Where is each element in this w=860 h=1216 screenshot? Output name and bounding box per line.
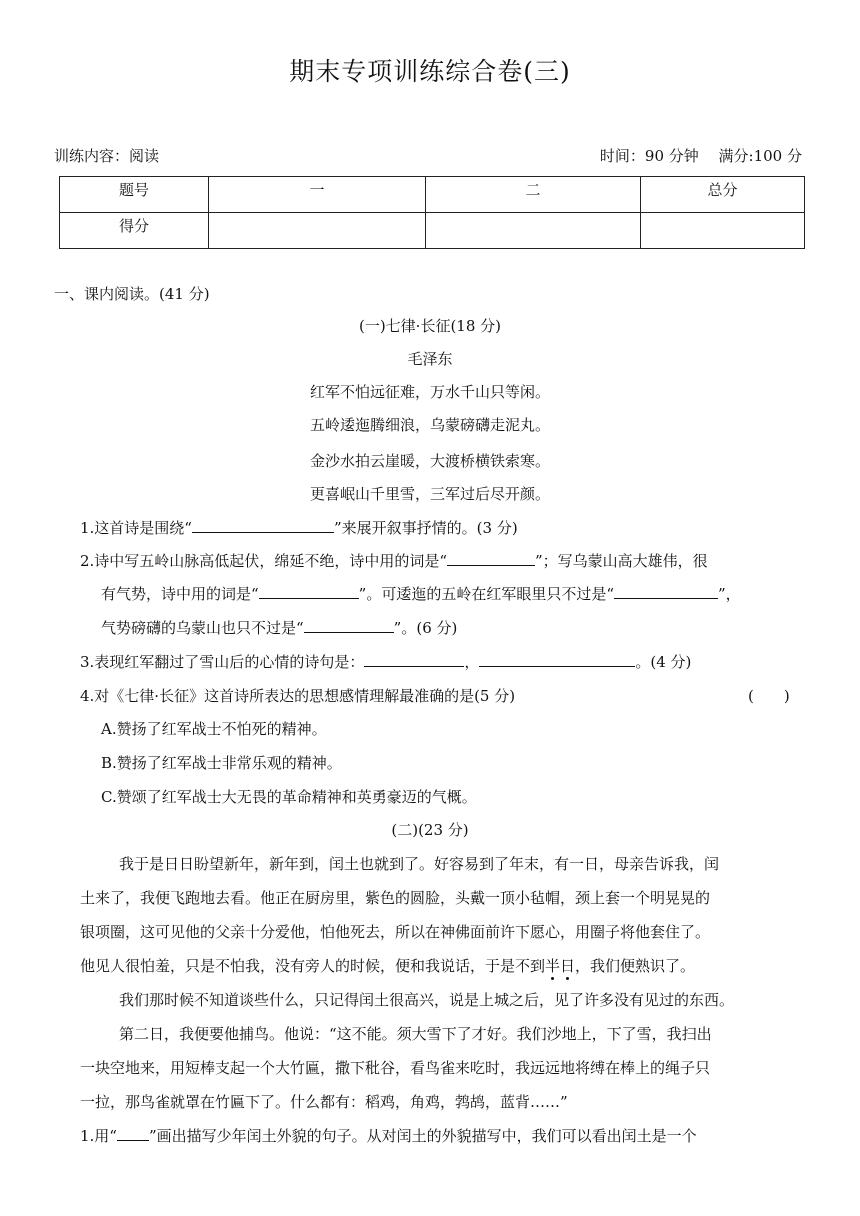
question-text: 有气势，诗中用的词是“ [101,585,259,603]
underline-sample [117,1126,149,1141]
question-2-line-3 [101,617,457,638]
option-c: C.赞颂了红军战士大无畏的革命精神和英勇豪迈的气概。 [101,788,477,806]
answer-blank[interactable] [364,652,464,667]
question-text: ”；写乌蒙山高大雄伟，很 [534,552,708,570]
passage-question-1 [80,1125,697,1146]
passage-title: (二)(23 分) [391,821,469,839]
question-4 [80,685,840,706]
question-text: ”。(6 分) [393,619,458,637]
question-1 [80,517,518,538]
question-text: 1.这首诗是围绕“ [80,519,192,537]
header-cell: 总分 [641,177,805,213]
question-2-line-1 [80,550,708,571]
score-cell[interactable] [641,213,805,249]
option-b: B.赞扬了红军战士非常乐观的精神。 [101,754,342,772]
question-text: ”， [718,585,741,603]
passage-line: 银项圈，这可见他的父亲十分爱他，怕他死去，所以在神佛面前许下愿心，用圈子将他套住了。 [80,923,711,941]
question-text: 1.用“ [80,1127,117,1145]
passage-text: ，我们便熟识了。 [575,957,696,975]
question-text: 3.表现红军翻过了雪山后的心情的诗句是： [80,653,365,671]
answer-blank[interactable] [614,584,718,599]
score-cell[interactable] [426,213,641,249]
poem-line: 五岭逶迤腾细浪，乌蒙磅礴走泥丸。 [309,416,550,434]
question-2-line-2 [101,583,741,604]
question-3 [80,651,691,672]
question-text: 气势磅礴的乌蒙山也只不过是“ [101,619,304,637]
score-table [59,176,805,249]
passage-line: 一块空地来，用短棒支起一个大竹匾，撒下秕谷，看鸟雀来吃时，我远远地将缚在棒上的绳子只 [80,1059,711,1077]
question-text: 4.对《七律·长征》这首诗所表达的思想感情理解最准确的是(5 分) [80,687,516,705]
passage-line [80,955,810,976]
poem-line: 更喜岷山千里雪，三军过后尽开颜。 [309,485,550,503]
header-cell: 一 [209,177,426,213]
poem-line: 金沙水拍云崖暖，大渡桥横铁索寒。 [309,452,550,470]
answer-blank[interactable] [304,618,394,633]
answer-blank[interactable] [192,518,334,533]
emphasis-char: 半 [545,957,561,975]
section-heading: 一、课内阅读。(41 分) [54,285,210,303]
row-label: 得分 [60,213,209,249]
poem-title: (一)七律·长征(18 分) [358,317,502,335]
passage-line: 一拉，那鸟雀就罩在竹匾下了。什么都有：稻鸡，角鸡，鹁鸪，蓝背……” [80,1093,568,1111]
poem-line: 红军不怕远征难，万水千山只等闲。 [309,383,550,401]
page-title: 期末专项训练综合卷(三) [289,57,571,86]
question-text: 。(4 分) [635,653,692,671]
passage-line: 我们那时候不知道谈些什么，只记得闰土很高兴，说是上城之后，见了许多没有见过的东西。 [119,991,735,1009]
answer-parentheses[interactable]: ( ) [748,687,790,705]
question-text: ”画出描写少年闰土外貌的句子。从对闰土的外貌描写中，我们可以看出闰土是一个 [148,1127,697,1145]
score-table-row [60,213,805,249]
header-cell: 题号 [60,177,209,213]
question-text: ”。可逶迤的五岭在红军眼里只不过是“ [358,585,615,603]
answer-blank[interactable] [479,652,635,667]
question-text: 2.诗中写五岭山脉高低起伏，绵延不绝，诗中用的词是“ [80,552,447,570]
score-table-header-row [60,177,805,213]
answer-blank[interactable] [259,584,359,599]
passage-line: 土来了，我便飞跑地去看。他正在厨房里，紫色的圆脸，头戴一顶小毡帽，颈上套一个明晃晃的 [80,889,711,907]
question-text: ， [464,653,480,671]
option-a: A.赞扬了红军战士不怕死的精神。 [101,720,327,738]
header-cell: 二 [426,177,641,213]
score-cell[interactable] [209,213,426,249]
passage-line: 第二日，我便要他捕鸟。他说：“这不能。须大雪下了才好。我们沙地上，下了雪，我扫出 [119,1025,712,1043]
poem-author: 毛泽东 [407,350,453,368]
answer-blank[interactable] [447,551,535,566]
time-and-score: 时间：90 分钟 满分:100 分 [599,147,802,165]
passage-line: 我于是日日盼望新年，新年到，闰土也就到了。好容易到了年末，有一日，母亲告诉我，闰 [119,855,720,873]
training-content: 训练内容：阅读 [54,147,160,165]
passage-text: 他见人很怕羞，只是不怕我，没有旁人的时候，便和我说话，于是不到 [80,957,546,975]
emphasis-char: 日 [560,957,576,975]
question-text: ”来展开叙事抒情的。(3 分) [333,519,518,537]
